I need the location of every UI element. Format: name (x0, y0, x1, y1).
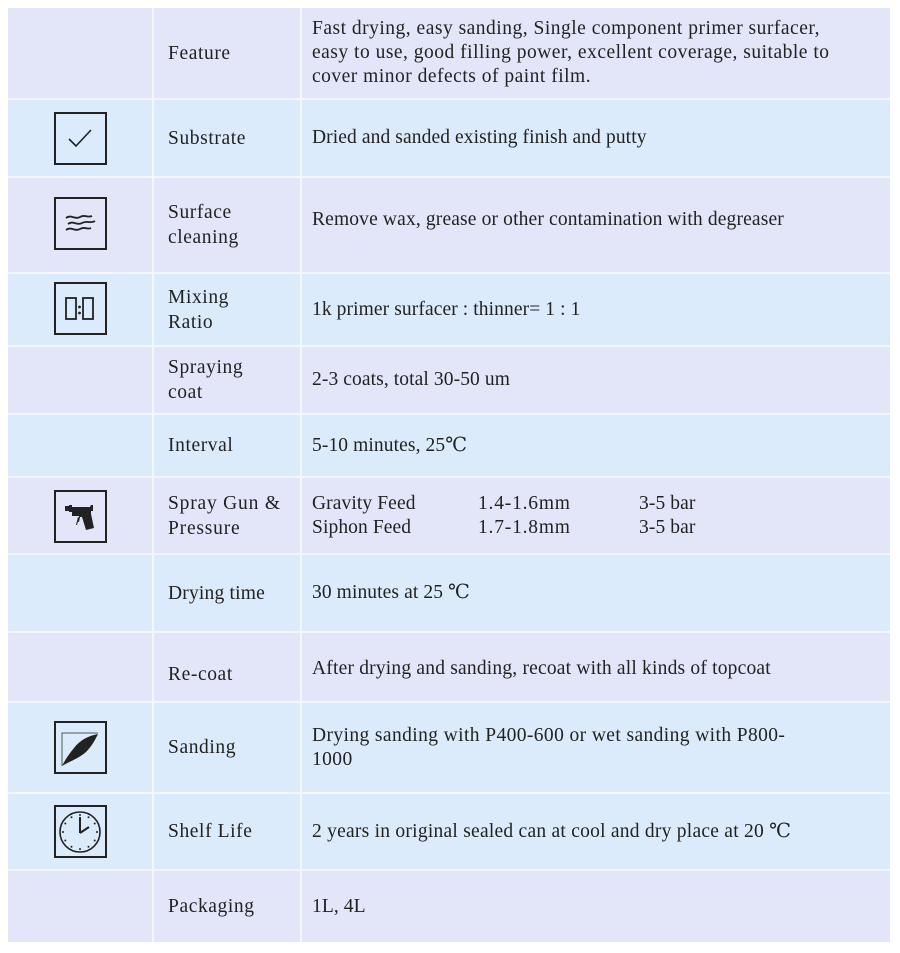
row-label: Surface cleaning (154, 178, 302, 272)
table-row-sanding (8, 703, 890, 794)
row-value: Dried and sanded existing finish and putty (312, 127, 647, 148)
pressure: 3-5 bar (639, 492, 696, 514)
row-label: Mixing Ratio (154, 274, 302, 345)
row-label: Spray Gun & Pressure (154, 478, 302, 553)
clock-icon (54, 805, 107, 858)
table-row-mixing-ratio (8, 274, 890, 347)
spray-gun-icon (54, 490, 107, 543)
feed-type: Gravity Feed (312, 492, 416, 514)
icon-cell (8, 178, 154, 272)
row-value: Fast drying, easy sanding, Single component primer surfacer, easy to use, good filling power, excellent coverage, suitable to cover minor defects of paint film. (312, 18, 830, 87)
icon-cell (8, 415, 154, 476)
spray-gun-grid (312, 492, 695, 540)
table-row-spray-gun (8, 478, 890, 555)
nozzle-size: 1.4-1.6mm (478, 492, 571, 514)
row-value: 5-10 minutes, 25℃ (312, 434, 468, 456)
row-label: Drying time (154, 555, 302, 631)
pressure: 3-5 bar (639, 516, 696, 538)
row-label: Interval (154, 415, 302, 476)
table-row-interval (8, 415, 890, 478)
table-row-substrate (8, 100, 890, 178)
icon-cell (8, 100, 154, 176)
ratio-icon (54, 282, 107, 335)
table-row-packaging (8, 871, 890, 942)
row-value: Remove wax, grease or other contamination with degreaser (312, 209, 784, 230)
nozzle-size: 1.7-1.8mm (478, 516, 571, 538)
row-value: 30 minutes at 25 ℃ (312, 582, 470, 603)
row-label: Substrate (154, 100, 302, 176)
icon-cell (8, 871, 154, 942)
icon-cell (8, 794, 154, 869)
row-label: Packaging (154, 871, 302, 942)
table-row-feature (8, 8, 890, 100)
icon-cell (8, 347, 154, 413)
icon-cell (8, 274, 154, 345)
icon-cell (8, 703, 154, 792)
wavy-lines-icon (54, 197, 107, 250)
spray-gun-specs (302, 478, 890, 553)
checkmark-icon (54, 112, 107, 165)
row-value: 2-3 coats, total 30-50 um (312, 369, 511, 390)
row-label: Feature (154, 8, 302, 98)
table-row-re-coat (8, 633, 890, 703)
row-value: 1L, 4L (312, 895, 366, 917)
row-label: Re-coat (154, 633, 302, 701)
row-value: After drying and sanding, recoat with all kinds of topcoat (312, 658, 771, 679)
row-value: 1k primer surfacer : thinner= 1 : 1 (312, 298, 581, 320)
row-label: Sanding (154, 703, 302, 792)
row-label: Shelf Life (154, 794, 302, 869)
row-value: Drying sanding with P400-600 or wet sanding with P800-1000 (312, 724, 786, 770)
icon-cell (8, 8, 154, 98)
feed-type: Siphon Feed (312, 516, 412, 538)
row-label: Spraying coat (154, 347, 302, 413)
icon-cell (8, 478, 154, 553)
table-row-shelf-life (8, 794, 890, 871)
row-value: 2 years in original sealed can at cool and dry place at 20 ℃ (312, 820, 792, 842)
icon-cell (8, 555, 154, 631)
product-spec-table (8, 8, 890, 942)
icon-cell (8, 633, 154, 701)
table-row-surface-cleaning (8, 178, 890, 274)
sanding-icon (54, 721, 107, 774)
table-row-spraying-coat (8, 347, 890, 415)
table-row-drying-time (8, 555, 890, 633)
